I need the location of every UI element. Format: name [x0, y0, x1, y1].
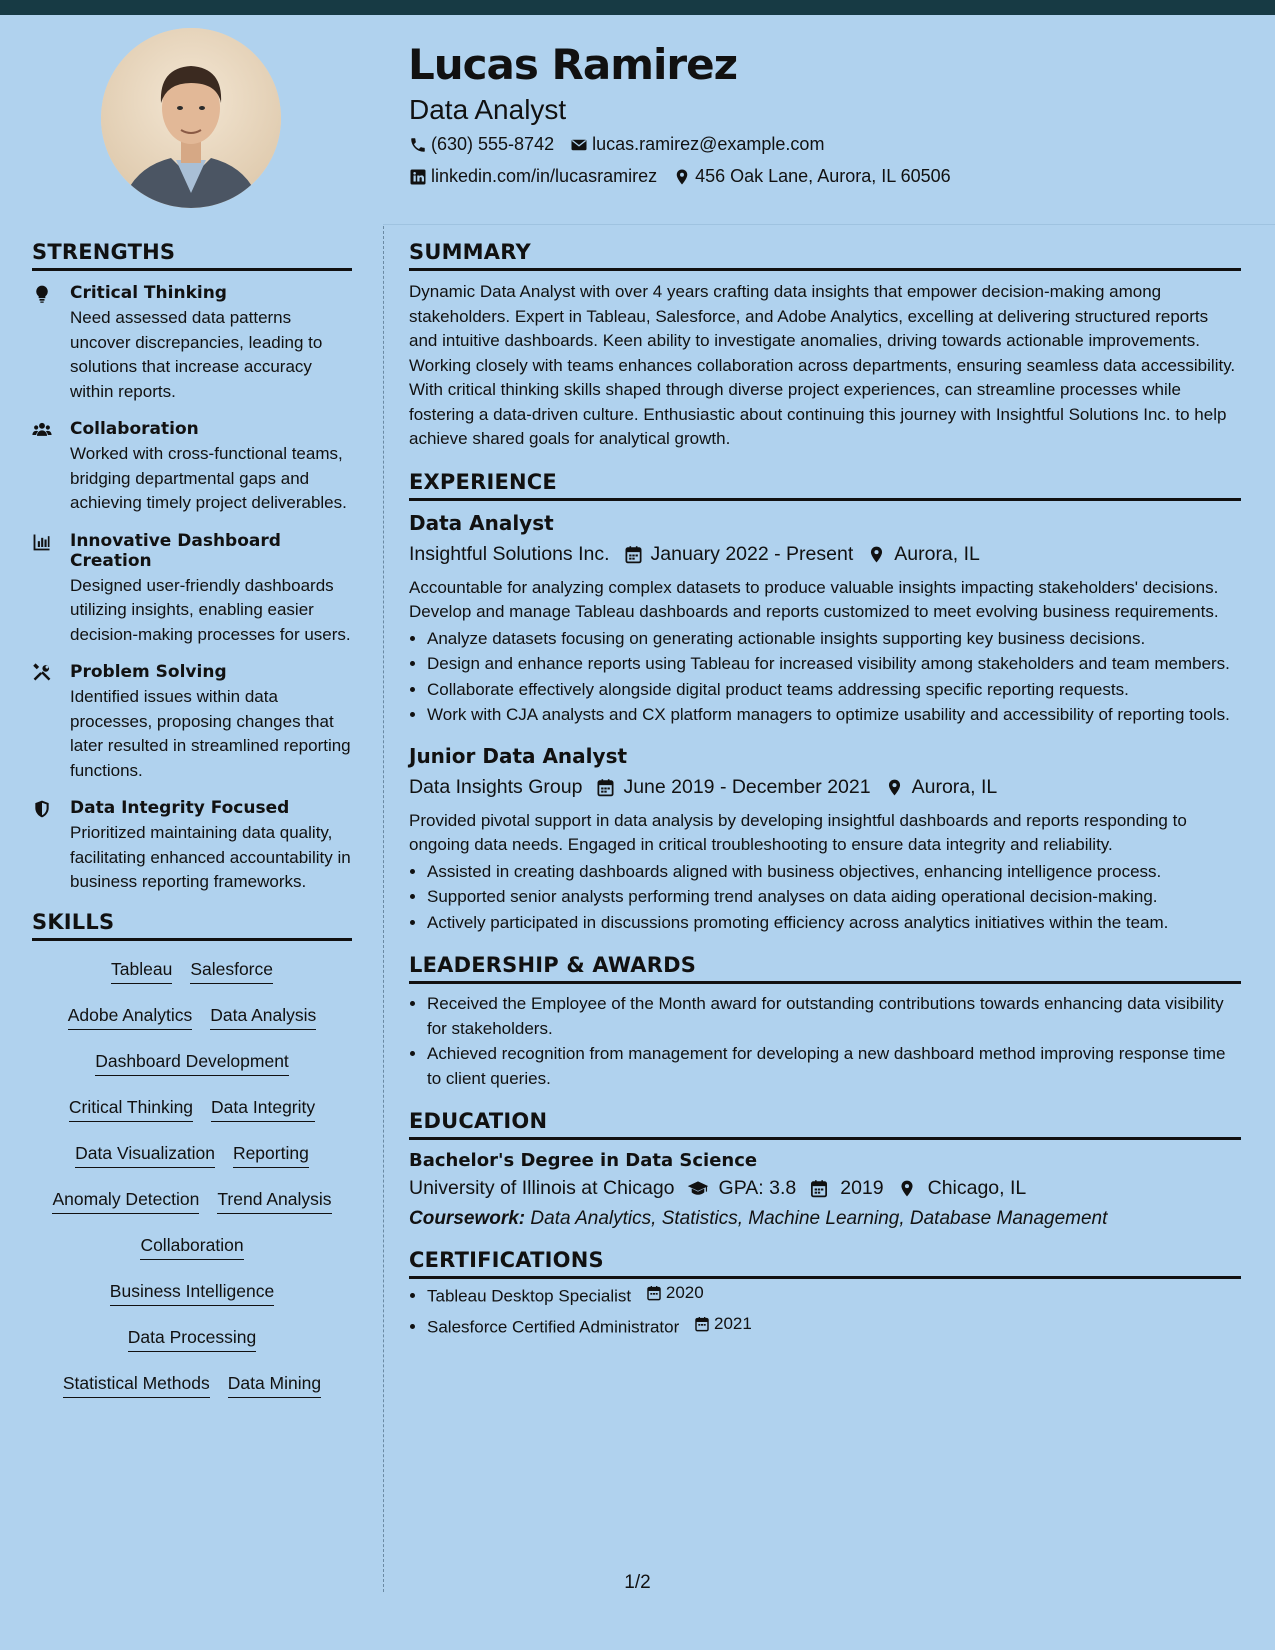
linkedin-text: linkedin.com/in/lucasramirez	[431, 166, 658, 186]
leadership-bullets	[409, 992, 1241, 1091]
leadership-bullet: • Achieved recognition from management for developing a new dashboard method improving response time to client queries.	[427, 1042, 1241, 1091]
phone-text: (630) 555-8742	[431, 134, 555, 154]
job-title: Junior Data Analyst	[409, 743, 628, 768]
strengths-heading: STRENGTHS	[32, 240, 352, 271]
leadership-section	[409, 953, 1241, 1091]
job-dates: January 2022 - Present	[650, 542, 854, 565]
users-icon	[32, 420, 52, 440]
strength-title: Critical Thinking	[70, 283, 227, 303]
job-bullets	[409, 860, 1241, 936]
linkedin-contact[interactable]	[409, 166, 657, 187]
job-entry	[409, 511, 1241, 728]
education-heading: EDUCATION	[409, 1109, 1241, 1140]
lightbulb-icon	[32, 284, 52, 304]
job-bullets	[409, 627, 1241, 728]
job-bullet: • Design and enhance reports using Tableau for increased visibility among stakeholders and team members.	[427, 652, 1241, 677]
skill-tag: Adobe Analytics	[68, 1005, 193, 1030]
job-company: Insightful Solutions Inc.	[409, 542, 610, 565]
skill-tag: Data Processing	[128, 1327, 256, 1352]
strength-title: Collaboration	[70, 419, 199, 439]
experience-heading: EXPERIENCE	[409, 470, 1241, 501]
skill-tag: Statistical Methods	[63, 1373, 210, 1398]
email-contact[interactable]	[570, 134, 824, 155]
phone-icon	[409, 136, 427, 154]
certifications-list	[409, 1281, 1241, 1340]
skill-tag: Data Visualization	[75, 1143, 215, 1168]
education-school: University of Illinois at Chicago	[409, 1177, 675, 1199]
skill-tag: Data Mining	[228, 1373, 321, 1398]
calendar-icon	[808, 1179, 830, 1198]
strength-item	[32, 283, 352, 404]
skills-heading: SKILLS	[32, 910, 352, 941]
map-pin-icon	[673, 168, 691, 186]
job-description: Provided pivotal support in data analysis by developing insightful dashboards and reports responding to ongoing data needs. Engaged in critical troubleshooting to ensure data integrity and reliability.	[409, 810, 1187, 854]
job-bullet: • Work with CJA analysts and CX platform managers to optimize usability and accessibility of reporting tools.	[427, 703, 1241, 728]
skill-tag: Dashboard Development	[95, 1051, 289, 1076]
job-meta	[409, 776, 1241, 799]
skill-tag: Trend Analysis	[217, 1189, 331, 1214]
leadership-heading: LEADERSHIP & AWARDS	[409, 953, 1241, 984]
job-bullet: • Actively participated in discussions promoting efficiency across analytics initiatives within the team.	[427, 911, 1241, 936]
certifications-heading: CERTIFICATIONS	[409, 1248, 1241, 1279]
strength-desc: Identified issues within data processes, proposing changes that later resulted in streamlined reporting functions.	[70, 687, 351, 780]
candidate-name: Lucas Ramirez	[408, 40, 738, 89]
certification-item	[427, 1312, 1241, 1340]
job-company: Data Insights Group	[409, 775, 583, 798]
summary-text: Dynamic Data Analyst with over 4 years crafting data insights that empower decision-making among stakeholders. Expert in Tableau, Salesforce, and Adobe Analytics, excelling at delivering structured reports and intuitive dashboards. Keen ability to investigate anomalies, driving towards actionable improvements. Working closely with teams enhances collaboration across departments, ensuring seamless data accessibility. With critical thinking skills shaped through diverse project experiences, can streamline processes while fostering a data-driven culture. Enthusiastic about continuing this journey with Insightful Solutions Inc. to help achieve shared goals for analytical growth.	[409, 282, 1236, 448]
job-bullet: • Assisted in creating dashboards aligned with business objectives, enhancing intelligence process.	[427, 860, 1241, 885]
summary-heading: SUMMARY	[409, 240, 1241, 271]
skill-tag: Data Analysis	[210, 1005, 316, 1030]
calendar-icon	[694, 1316, 710, 1332]
strength-title: Problem Solving	[70, 662, 227, 682]
strength-item	[32, 662, 352, 783]
strength-title: Innovative Dashboard Creation	[70, 530, 281, 571]
certification-name: Tableau Desktop Specialist	[427, 1286, 632, 1306]
address-text: 456 Oak Lane, Aurora, IL 60506	[695, 166, 951, 186]
right-column	[409, 240, 1241, 1341]
address-contact	[673, 166, 951, 187]
education-location: Chicago, IL	[927, 1177, 1027, 1199]
coursework-label: Coursework:	[409, 1208, 526, 1229]
contact-row-1	[409, 134, 840, 155]
experience-section	[409, 470, 1241, 936]
email-text: lucas.ramirez@example.com	[592, 134, 825, 154]
chart-icon	[32, 532, 52, 552]
graduation-cap-icon	[687, 1179, 709, 1198]
job-dates: June 2019 - December 2021	[623, 775, 871, 798]
education-coursework	[409, 1208, 1241, 1230]
education-gpa: GPA: 3.8	[718, 1177, 797, 1199]
calendar-icon	[646, 1285, 662, 1301]
skill-tag: Anomaly Detection	[52, 1189, 199, 1214]
strength-desc: Designed user-friendly dashboards utilizing insights, enabling easier decision-making processes for users.	[70, 575, 351, 644]
skill-tag: Tableau	[111, 959, 172, 984]
job-entry	[409, 744, 1241, 936]
job-title: Data Analyst	[409, 510, 554, 535]
leadership-bullet: • Received the Employee of the Month award for outstanding contributions towards enhancing data visibility for stakeholders.	[427, 992, 1241, 1041]
certifications-section	[409, 1248, 1241, 1340]
left-column	[32, 240, 352, 1419]
job-bullet: • Analyze datasets focusing on generating actionable insights supporting key business decisions.	[427, 627, 1241, 652]
calendar-icon	[624, 545, 643, 564]
profile-photo	[101, 28, 281, 208]
envelope-icon	[570, 136, 588, 154]
skills-list	[32, 959, 352, 1419]
strength-title: Data Integrity Focused	[70, 798, 290, 818]
skill-tag: Collaboration	[140, 1235, 243, 1260]
strength-desc: Prioritized maintaining data quality, facilitating enhanced accountability in business reporting frameworks.	[70, 823, 351, 891]
job-bullet: • Supported senior analysts performing trend analyses on data aiding operational decision-making.	[427, 885, 1241, 910]
certification-year: 2020	[665, 1283, 704, 1302]
calendar-icon	[596, 778, 615, 797]
job-description: Accountable for analyzing complex datasets to produce valuable insights impacting stakeholders' decisions. Develop and manage Tableau dashboards and reports customized to meet evolving business requirements.	[409, 577, 1219, 621]
certification-year: 2021	[714, 1313, 752, 1333]
skill-tag: Business Intelligence	[110, 1281, 274, 1306]
shield-icon	[32, 799, 52, 819]
strength-desc: Worked with cross-functional teams, bridging departmental gaps and achieving timely project deliverables.	[70, 444, 347, 512]
job-location: Aurora, IL	[894, 542, 980, 565]
skill-tag: Salesforce	[190, 959, 273, 984]
job-location: Aurora, IL	[911, 775, 998, 798]
map-pin-icon	[867, 545, 886, 564]
phone-contact[interactable]	[409, 134, 554, 155]
tools-icon	[32, 663, 52, 683]
linkedin-icon	[409, 168, 427, 186]
map-pin-icon	[885, 778, 904, 797]
coursework-text: Data Analytics, Statistics, Machine Learning, Database Management	[530, 1208, 1108, 1229]
education-meta	[409, 1177, 1241, 1200]
header-divider	[383, 224, 1275, 225]
strength-desc: Need assessed data patterns uncover discrepancies, leading to solutions that increase accuracy within reports.	[70, 308, 323, 401]
contact-row-2	[409, 166, 967, 187]
certification-name: Salesforce Certified Administrator	[427, 1317, 680, 1336]
map-pin-icon	[896, 1179, 918, 1198]
candidate-title: Data Analyst	[409, 94, 567, 125]
strengths-list	[32, 283, 352, 895]
education-degree: Bachelor's Degree in Data Science	[409, 1150, 758, 1171]
strength-item	[32, 419, 352, 516]
page-number: 1/2	[624, 1572, 651, 1593]
certification-item	[427, 1281, 1241, 1309]
strength-item	[32, 798, 352, 895]
skill-tag: Reporting	[233, 1143, 309, 1168]
skill-tag: Data Integrity	[211, 1097, 315, 1122]
strength-item	[32, 531, 352, 648]
education-year: 2019	[840, 1177, 884, 1199]
job-bullet: • Collaborate effectively alongside digital product teams addressing specific reporting requests.	[427, 678, 1241, 703]
column-divider	[383, 226, 384, 1592]
top-bar	[0, 0, 1275, 15]
job-meta	[409, 543, 1241, 566]
skill-tag: Critical Thinking	[69, 1097, 193, 1122]
education-section	[409, 1109, 1241, 1230]
